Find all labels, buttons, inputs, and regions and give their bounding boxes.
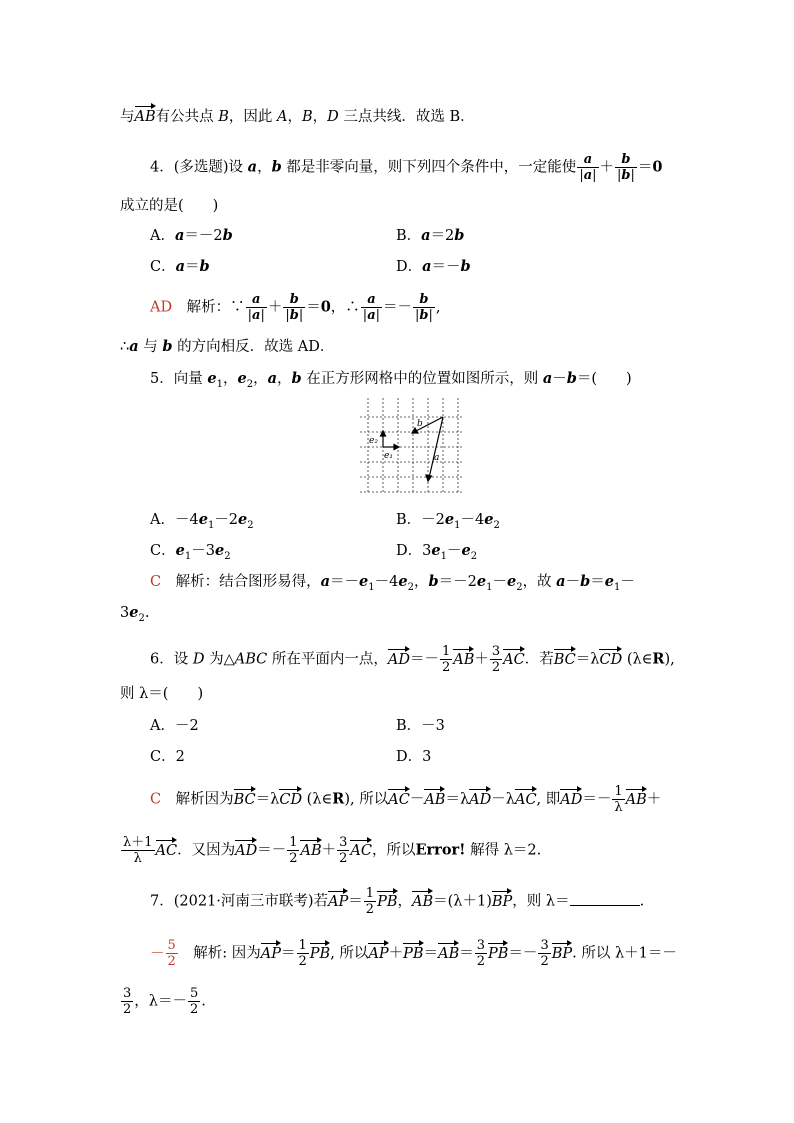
q6-stem: 6．设 D 为△ABC 所在平面内一点，AD＝－ $\frac{1}{2}$ AB＋ $\frac{3}{2}$ AC．若BC＝λCD (λ∈R), xyxy=(150,644,675,675)
q6-option-a: A．－2 xyxy=(150,718,199,734)
q4-stem: 4．(多选题)设 a，b 都是非零向量，则下列四个条件中，一定能使 $\frac{a}{|a|}$ ＋ $\frac{b}{|b|}$ ＝0 xyxy=(150,152,663,183)
line-1: 与AB有公共点 B，因此 A，B，D 三点共线．故选 B． xyxy=(120,104,475,127)
label-e1: e₁ xyxy=(384,451,393,461)
a-arrowhead xyxy=(426,475,432,481)
answer-blank[interactable] xyxy=(570,891,640,906)
q5-answer: C xyxy=(150,574,162,590)
q4-option-a: A．a＝－2b xyxy=(150,227,233,244)
q4-option-b: B．a＝2b xyxy=(396,227,465,244)
q4-solution-2: ∴a 与 b 的方向相反．故选 AD． xyxy=(120,338,335,355)
q6-stem-2: 则 λ＝( ) xyxy=(120,686,204,702)
q5-option-c: C．$e_1-3e_2$ xyxy=(150,542,231,562)
q4-solution: AD 解析：∵ $\frac{a}{|a|}$ ＋ $\frac{b}{|b|}$ ＝0，∴ $\frac{a}{|a|}$ ＝－ $\frac{b}{|b|}$ , xyxy=(150,292,441,323)
q7-answer: － $\frac{5}{2}$ xyxy=(150,938,176,969)
q6-solution: C 解析因为BC＝λCD (λ∈R), 所以AC－AB＝λAD－λAC, 即AD＝－ $\frac{1}{\lambda}$ AB＋ xyxy=(150,784,662,815)
q5-solution-2: $3e_2$. xyxy=(120,604,150,624)
q5-solution: C 解析：结合图形易得，$a=-e_1-4e_2$，$b=-2e_1-e_2$，故 $a-b=e_1-$ xyxy=(150,573,635,593)
q4-stem-2: 成立的是( ) xyxy=(120,198,219,214)
q5-option-b: B．$-2e_1-4e_2$ xyxy=(396,511,500,531)
q7-stem: 7．(2021·河南三市联考)若AP＝ $\frac{1}{2}$ PB，AB＝(λ＋1)BP，则 λ＝ . xyxy=(150,886,645,917)
label-e2: e₂ xyxy=(369,436,378,446)
grid-lines xyxy=(360,398,464,494)
label-a: a xyxy=(434,453,440,463)
q6-option-b: B．－3 xyxy=(396,718,445,734)
q4-option-d: D．a＝－b xyxy=(396,258,471,275)
e1-arrowhead xyxy=(394,445,399,450)
q5-option-d: D．$3e_1-e_2$ xyxy=(396,542,478,562)
q6-option-d: D．3 xyxy=(396,749,432,765)
vector-a xyxy=(429,417,443,478)
q4-answer: AD xyxy=(150,299,173,316)
q6-answer: C xyxy=(150,791,162,808)
q5-option-a: A．$-4e_1-2e_2$ xyxy=(150,511,254,531)
q4-option-c: C．a＝b xyxy=(150,258,210,275)
q6-option-c: C．2 xyxy=(150,749,185,765)
q7-solution: － $\frac{5}{2}$ 解析: 因为AP＝ $\frac{1}{2}$ PB, 所以AP＋PB＝AB＝ $\frac{3}{2}$ PB＝－ $\frac{3}{2}$ BP. 所以 λ＋1＝－ xyxy=(150,938,677,969)
q6-solution-2: $\frac{\lambda+1}{\lambda}$ AC．又因为AD＝－ $\frac{1}{2}$ AB＋ $\frac{3}{2}$ AC，所以Error! 解得 λ＝2. xyxy=(123,835,542,866)
q7-solution-2: $\frac{3}{2}$ ，λ＝－ $\frac{5}{2}$ . xyxy=(123,986,206,1017)
q5-stem: 5．向量 $e_1$，$e_2$，a，b 在正方形网格中的位置如图所示，则 a－b＝( ) xyxy=(150,370,632,390)
vector-grid-figure xyxy=(360,398,464,494)
label-b: b xyxy=(417,419,423,429)
